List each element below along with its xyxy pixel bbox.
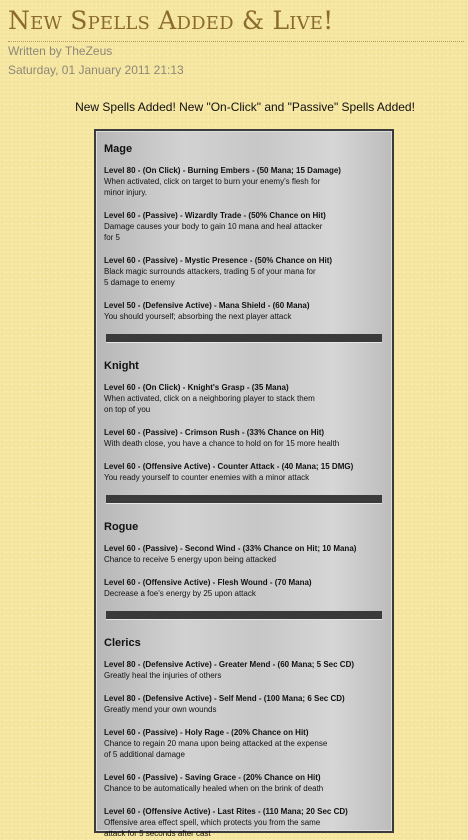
spell-name: Level 60 - (Offensive Active) - Counter Attack - (40 Mana; 15 DMG)	[104, 462, 354, 471]
spell-description: Chance to receive 5 energy upon being attacked	[104, 555, 277, 564]
intro-text: New Spells Added! New "On-Click" and "Passive" Spells Added!	[75, 100, 415, 114]
spell-entry	[104, 382, 384, 415]
spell-entry	[104, 255, 384, 288]
spell-description: Black magic surrounds attackers, trading 5 of your mana for	[104, 267, 316, 276]
spell-name: Level 60 - (Passive) - Second Wind - (33% Chance on Hit; 10 Mana)	[104, 544, 357, 553]
spell-description: for 5	[104, 233, 121, 242]
spell-entry	[104, 427, 384, 449]
spell-description: When activated, click on a neighboring player to stack them	[104, 394, 315, 403]
spell-name: Level 60 - (On Click) - Knight's Grasp - (35 Mana)	[104, 383, 289, 392]
spell-name: Level 50 - (Defensive Active) - Mana Shield - (60 Mana)	[104, 301, 310, 310]
spell-description: Greatly heal the injuries of others	[104, 671, 222, 680]
spell-name: Level 60 - (Passive) - Crimson Rush - (33% Chance on Hit)	[104, 428, 325, 437]
post-date: Saturday, 01 January 2011 21:13	[8, 63, 184, 77]
spell-name: Level 80 - (On Click) - Burning Embers - (50 Mana; 15 Damage)	[104, 166, 341, 175]
spell-name: Level 80 - (Defensive Active) - Greater Mend - (60 Mana; 5 Sec CD)	[104, 660, 355, 669]
spell-description: Offensive area effect spell, which protects you from the same	[104, 818, 321, 827]
spell-entry	[104, 300, 384, 322]
spell-entry	[104, 806, 384, 839]
spell-name: Level 60 - (Passive) - Mystic Presence - (50% Chance on Hit)	[104, 256, 333, 265]
spell-description: With death close, you have a chance to hold on for 15 more health	[104, 439, 340, 448]
class-heading-knight: Knight	[104, 360, 139, 372]
spell-description: of 5 additional damage	[104, 750, 185, 759]
class-heading-mage: Mage	[104, 143, 133, 155]
spell-list-panel	[94, 129, 394, 838]
spell-entry	[104, 165, 384, 198]
spell-name: Level 60 - (Passive) - Wizardly Trade - (50% Chance on Hit)	[104, 211, 326, 220]
spell-entry	[104, 461, 384, 483]
spell-description: When activated, click on target to burn your enemy's flesh for	[104, 177, 321, 186]
spell-description: Decrease a foe's energy by 25 upon attack	[104, 589, 256, 598]
spell-description: You ready yourself to counter enemies with a minor attack	[104, 473, 310, 482]
spell-entry	[104, 693, 384, 715]
spell-entry	[104, 727, 384, 760]
author-byline: Written by TheZeus	[8, 44, 113, 58]
spell-name: Level 60 - (Passive) - Holy Rage - (20% Chance on Hit)	[104, 728, 309, 737]
spell-description: Greatly mend your own wounds	[104, 705, 217, 714]
class-heading-rogue: Rogue	[104, 521, 139, 533]
class-heading-clerics: Clerics	[104, 637, 141, 649]
spell-description: minor injury.	[104, 188, 147, 197]
spell-entry	[104, 772, 384, 794]
page-title: New Spells Added & Live!	[8, 6, 334, 35]
spell-description: on top of you	[104, 405, 151, 414]
spell-description: Damage causes your body to gain 10 mana and heal attacker	[104, 222, 323, 231]
spell-description: Chance to be automatically healed when on the brink of death	[104, 784, 324, 793]
spell-name: Level 60 - (Passive) - Saving Grace - (20% Chance on Hit)	[104, 773, 321, 782]
spell-description: Chance to regain 20 mana upon being attacked at the expense	[104, 739, 328, 748]
spell-description: 5 damage to enemy	[104, 278, 175, 287]
section-divider	[106, 495, 382, 503]
spell-description: You should yourself; absorbing the next player attack	[104, 312, 292, 321]
spell-entry	[104, 210, 384, 243]
spell-description: attack for 5 seconds after cast	[104, 829, 211, 838]
spell-name: Level 60 - (Offensive Active) - Flesh Wound - (70 Mana)	[104, 578, 312, 587]
section-divider	[106, 334, 382, 342]
spell-entry	[104, 543, 384, 565]
spell-name: Level 80 - (Defensive Active) - Self Mend - (100 Mana; 6 Sec CD)	[104, 694, 345, 703]
spell-entry	[104, 659, 384, 681]
spell-entry	[104, 577, 384, 599]
section-divider	[106, 611, 382, 619]
title-divider	[8, 41, 464, 42]
spell-name: Level 60 - (Offensive Active) - Last Rites - (110 Mana; 20 Sec CD)	[104, 807, 348, 816]
